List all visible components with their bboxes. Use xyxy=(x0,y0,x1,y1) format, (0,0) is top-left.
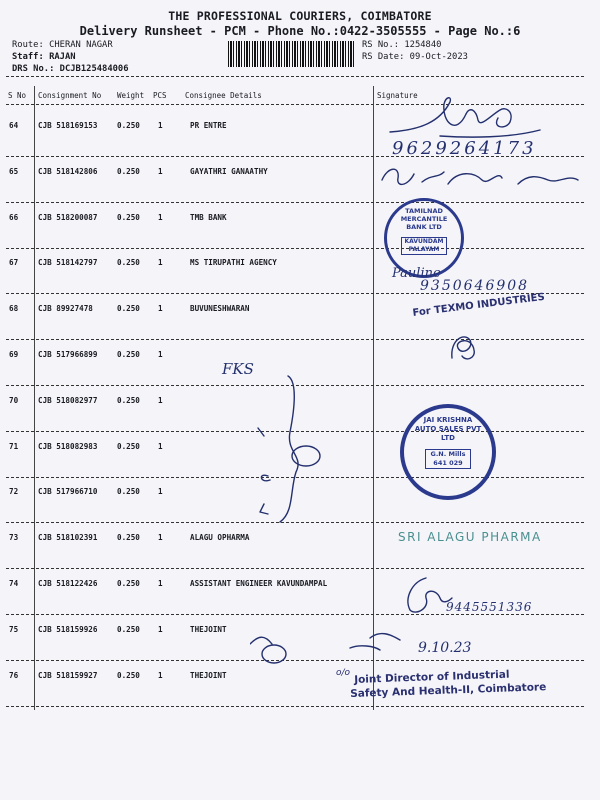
row-sno: 67 xyxy=(9,258,19,267)
staff-value: RAJAN xyxy=(49,52,76,62)
row-weight: 0.250 xyxy=(117,579,140,588)
row-separator xyxy=(6,202,584,203)
row-weight: 0.250 xyxy=(117,121,140,130)
row-weight: 0.250 xyxy=(117,442,140,451)
texmo-stamp: For TEXMO INDUSTRIES xyxy=(412,291,546,319)
row-separator xyxy=(6,706,584,707)
row-consignee: ASSISTANT ENGINEER KAVUNDAMPAL xyxy=(190,579,328,588)
row-sno: 71 xyxy=(9,442,19,451)
row-consignment-no: CJB 518169153 xyxy=(38,121,98,130)
route-line xyxy=(12,39,113,51)
col-pcs-header: PCS xyxy=(153,91,167,100)
row-separator xyxy=(6,339,584,340)
row-pcs: 1 xyxy=(158,396,163,405)
row-weight: 0.250 xyxy=(117,625,140,634)
tmb-stamp-center: KAVUNDAM PALAYAM xyxy=(401,237,447,255)
drs-value: DCJB125484006 xyxy=(59,64,129,74)
row-consignment-no: CJB 518142806 xyxy=(38,167,98,176)
row-separator xyxy=(6,568,584,569)
row-pcs: 1 xyxy=(158,213,163,222)
rs-no-value: 1254840 xyxy=(404,40,442,50)
jai-stamp-center: G.N. Mills 641 029 xyxy=(425,449,471,469)
col-sno-header: S No xyxy=(8,91,27,100)
row-pcs: 1 xyxy=(158,487,163,496)
row-pcs: 1 xyxy=(158,304,163,313)
barcode-image xyxy=(228,41,356,67)
row-consignment-no: CJB 518142797 xyxy=(38,258,98,267)
row-sno: 66 xyxy=(9,213,19,222)
handwritten-date-75: 9.10.23 xyxy=(418,640,472,656)
row-consignment-no: CJB 518082977 xyxy=(38,396,98,405)
handwritten-initials-69: FKS xyxy=(222,360,254,378)
signature-65 xyxy=(378,160,588,196)
row-consignment-no: CJB 518159926 xyxy=(38,625,98,634)
row-consignment-no: CJB 518082983 xyxy=(38,442,98,451)
signature-75 xyxy=(250,624,410,674)
row-consignee: GAYATHRI GANAATHY xyxy=(190,167,268,176)
row-sno: 75 xyxy=(9,625,19,634)
row-weight: 0.250 xyxy=(117,533,140,542)
rs-date-label: RS Date: xyxy=(362,52,405,62)
row-separator xyxy=(6,248,584,249)
runsheet-title: Delivery Runsheet - PCM - Phone No.:0422-3505555 - Page No.:6 xyxy=(79,24,521,38)
row-sno: 68 xyxy=(9,304,19,313)
col-signature-header: Signature xyxy=(377,91,418,100)
joint-director-stamp-line2: Safety And Health-II, Coimbatore xyxy=(350,681,547,700)
rs-no-label: RS No.: xyxy=(362,40,400,50)
column-divider xyxy=(34,86,35,710)
row-pcs: 1 xyxy=(158,258,163,267)
row-sno: 70 xyxy=(9,396,19,405)
row-consignment-no: CJB 518122426 xyxy=(38,579,98,588)
row-weight: 0.250 xyxy=(117,671,140,680)
handwritten-name-67: Pauline xyxy=(392,266,441,281)
row-separator xyxy=(6,614,584,615)
row-consignee: MS TIRUPATHI AGENCY xyxy=(190,258,277,267)
row-pcs: 1 xyxy=(158,350,163,359)
joint-director-stamp-line1: Joint Director of Industrial xyxy=(354,668,510,686)
row-consignment-no: CJB 518200087 xyxy=(38,213,98,222)
route-label: Route: xyxy=(12,40,44,50)
row-weight: 0.250 xyxy=(117,167,140,176)
signature-68 xyxy=(444,330,484,364)
joint-director-prefix: o/o xyxy=(336,668,351,678)
row-sno: 64 xyxy=(9,121,19,130)
row-pcs: 1 xyxy=(158,579,163,588)
staff-line xyxy=(12,51,76,63)
row-consignee: THEJOINT xyxy=(190,671,227,680)
drs-line xyxy=(12,63,129,75)
row-sno: 74 xyxy=(9,579,19,588)
column-divider xyxy=(373,86,374,710)
row-consignee: ALAGU OPHARMA xyxy=(190,533,250,542)
bracket-signature-69-72 xyxy=(250,372,330,532)
row-consignment-no: CJB 89927478 xyxy=(38,304,93,313)
drs-label: DRS No.: xyxy=(12,64,55,74)
row-consignment-no: CJB 517966899 xyxy=(38,350,98,359)
handwritten-phone-67: 9350646908 xyxy=(420,278,530,294)
row-pcs: 1 xyxy=(158,121,163,130)
row-sno: 69 xyxy=(9,350,19,359)
tmb-stamp-ring: TAMILNAD MERCANTILE BANK LTD xyxy=(400,207,448,231)
row-weight: 0.250 xyxy=(117,350,140,359)
row-weight: 0.250 xyxy=(117,304,140,313)
row-consignee: BUVUNESHWARAN xyxy=(190,304,250,313)
row-pcs: 1 xyxy=(158,671,163,680)
row-consignee: TMB BANK xyxy=(190,213,227,222)
row-pcs: 1 xyxy=(158,167,163,176)
row-weight: 0.250 xyxy=(117,258,140,267)
col-consignee-header: Consignee Details xyxy=(185,91,262,100)
company-name: THE PROFESSIONAL COURIERS, COIMBATORE xyxy=(168,9,432,23)
row-sno: 65 xyxy=(9,167,19,176)
row-weight: 0.250 xyxy=(117,487,140,496)
route-value: CHERAN NAGAR xyxy=(49,40,113,50)
row-pcs: 1 xyxy=(158,625,163,634)
handwritten-phone-74: 9445551336 xyxy=(446,600,533,614)
rs-no-line xyxy=(362,39,441,51)
rs-date-value: 09-Oct-2023 xyxy=(409,52,468,62)
jai-krishna-stamp xyxy=(400,404,496,500)
row-consignment-no: CJB 517966710 xyxy=(38,487,98,496)
row-sno: 72 xyxy=(9,487,19,496)
rs-date-line xyxy=(362,51,468,63)
row-sno: 73 xyxy=(9,533,19,542)
row-pcs: 1 xyxy=(158,533,163,542)
row-consignee: THEJOINT xyxy=(190,625,227,634)
row-weight: 0.250 xyxy=(117,396,140,405)
row-consignment-no: CJB 518102391 xyxy=(38,533,98,542)
row-weight: 0.250 xyxy=(117,213,140,222)
table-top-rule xyxy=(6,76,584,77)
row-pcs: 1 xyxy=(158,442,163,451)
handwritten-phone-65: 9629264173 xyxy=(392,138,537,159)
jai-stamp-ring: JAI KRISHNA AUTO SALES PVT LTD xyxy=(414,416,482,442)
col-weight-header: Weight xyxy=(117,91,145,100)
staff-label: Staff: xyxy=(12,52,44,62)
alagu-pharma-stamp: SRI ALAGU PHARMA xyxy=(398,530,542,544)
col-consignment-header: Consignment No xyxy=(38,91,102,100)
row-sno: 76 xyxy=(9,671,19,680)
row-consignment-no: CJB 518159927 xyxy=(38,671,98,680)
row-consignee: PR ENTRE xyxy=(190,121,227,130)
